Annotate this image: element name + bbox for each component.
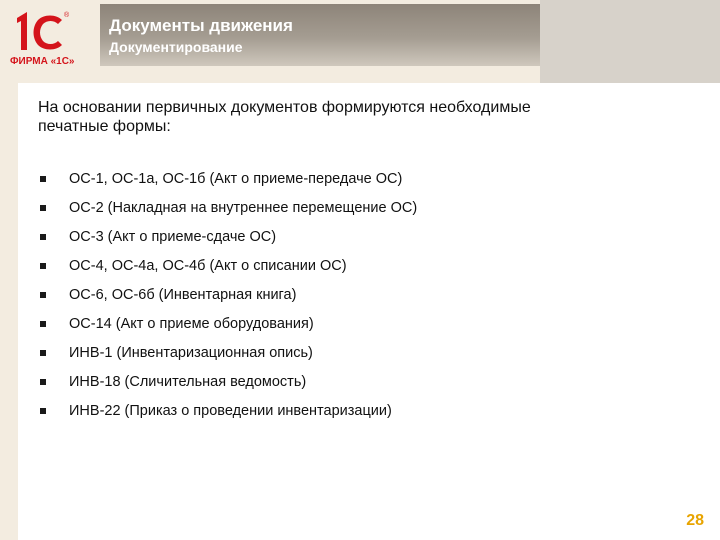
logo-caption: ФИРМА «1С» [10,56,75,67]
list-item [40,194,417,223]
list-item-text: ОС-6, ОС-6б (Инвентарная книга) [69,287,297,303]
list-item-text: ИНВ-22 (Приказ о проведении инвентаризации) [69,403,392,419]
list-item [40,368,417,397]
list-item [40,397,417,426]
page-subtitle: Документирование [109,39,243,55]
list-item-text: ОС-14 (Акт о приеме оборудования) [69,316,314,332]
list-item-text: ОС-4, ОС-4а, ОС-4б (Акт о списании ОС) [69,258,347,274]
registered-mark: ® [64,12,70,19]
list-item [40,339,417,368]
square-bullet-icon [40,234,46,240]
list-item-text: ОС-3 (Акт о приеме-сдаче ОС) [69,229,277,245]
list-item [40,165,417,194]
square-bullet-icon [40,379,46,385]
document-list [40,165,417,426]
list-item [40,281,417,310]
square-bullet-icon [40,263,46,269]
list-item-text: ОС-2 (Накладная на внутреннее перемещение ОС) [69,200,418,216]
content-panel [18,83,720,540]
list-item-text: ИНВ-18 (Сличительная ведомость) [69,374,307,390]
page-title: Документы движения [109,16,293,35]
list-item [40,310,417,339]
list-item [40,223,417,252]
square-bullet-icon [40,321,46,327]
1c-logo [8,6,92,70]
list-item [40,252,417,281]
title-bar [100,4,540,66]
intro-text: На основании первичных документов формируются необходимые печатные формы: [38,99,531,135]
square-bullet-icon [40,408,46,414]
list-item-text: ОС-1, ОС-1а, ОС-1б (Акт о приеме-передаче ОС) [69,171,403,187]
list-item-text: ИНВ-1 (Инвентаризационная опись) [69,345,313,361]
page-number: 28 [686,512,704,529]
square-bullet-icon [40,205,46,211]
square-bullet-icon [40,292,46,298]
square-bullet-icon [40,350,46,356]
square-bullet-icon [40,176,46,182]
